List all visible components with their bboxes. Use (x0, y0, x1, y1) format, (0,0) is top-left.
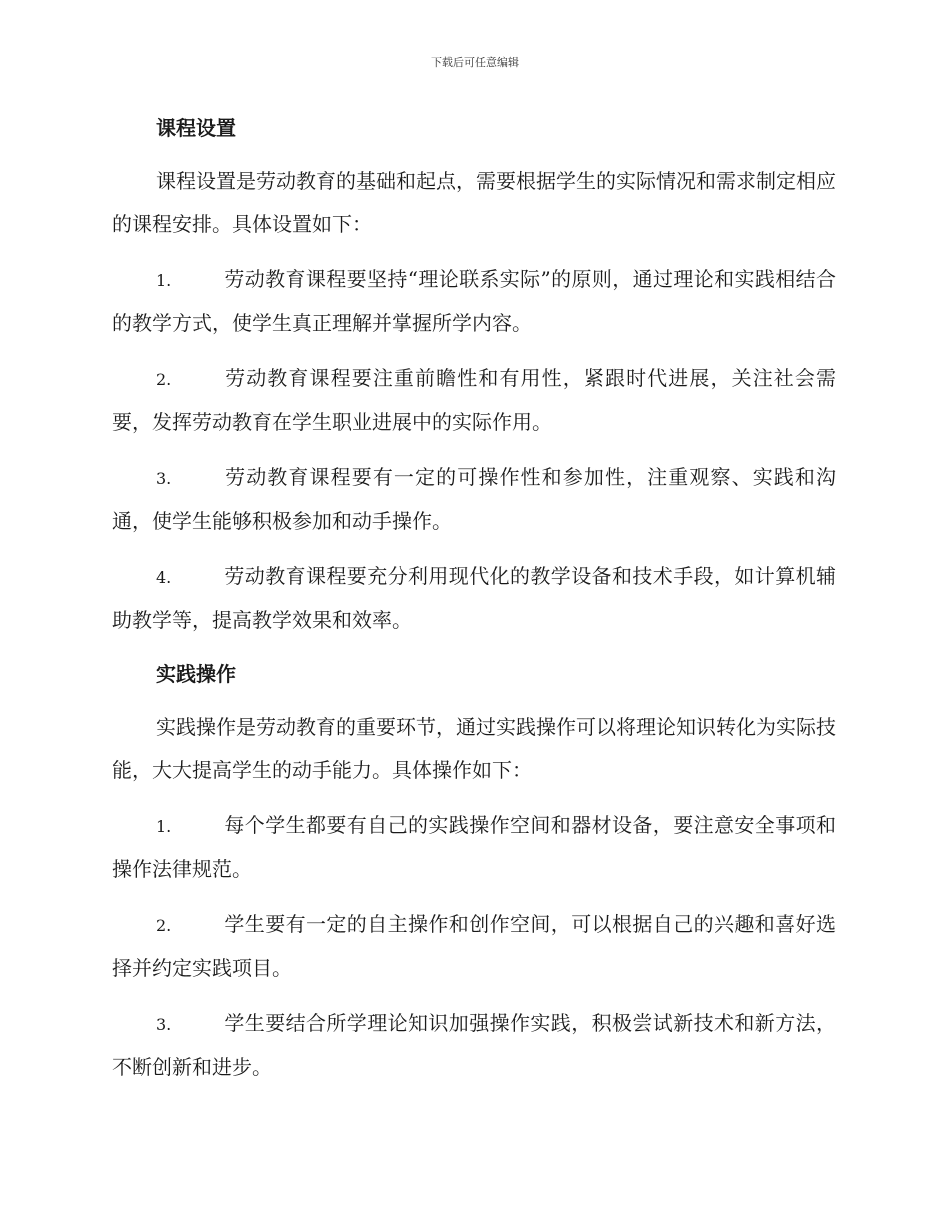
list-item-text: 学生要有一定的自主操作和创作空间，可以根据自己的兴趣和喜好选择并约定实践项目。 (112, 912, 836, 980)
list-item-text: 劳动教育课程要有一定的可操作性和参加性，注重观察、实践和沟通，使学生能够积极参加和动手操作。 (112, 465, 836, 533)
header-note: 下载后可任意编辑 (431, 56, 519, 69)
section-intro: 课程设置是劳动教育的基础和起点，需要根据学生的实际情况和需求制定相应的课程安排。具体设置如下： (112, 169, 836, 236)
list-item-number: 3. (156, 469, 172, 488)
list-item-text: 劳动教育课程要充分利用现代化的教学设备和技术手段，如计算机辅助教学等，提高教学效果和效率。 (112, 564, 836, 632)
section-heading: 实践操作 (156, 662, 236, 686)
list-item-number: 3. (156, 1015, 172, 1034)
section-course-setup (112, 108, 836, 642)
section-heading: 课程设置 (156, 116, 236, 140)
list-item (112, 555, 836, 642)
list-item (112, 456, 836, 543)
list-item-text: 学生要结合所学理论知识加强操作实践，积极尝试新技术和新方法，不断创新和进步。 (112, 1011, 836, 1079)
list-item-number: 1. (156, 817, 172, 836)
section-intro: 实践操作是劳动教育的重要环节，通过实践操作可以将理论知识转化为实际技能，大大提高学生的动手能力。具体操作如下： (112, 715, 836, 782)
list-item-number: 4. (156, 568, 172, 587)
list-item-text: 每个学生都要有自己的实践操作空间和器材设备，要注意安全事项和操作法律规范。 (112, 813, 836, 881)
list-item-text: 劳动教育课程要注重前瞻性和有用性，紧跟时代进展，关注社会需要，发挥劳动教育在学生职业进展中的实际作用。 (112, 366, 836, 434)
list-item (112, 357, 836, 444)
list-item (112, 804, 836, 891)
list-item-number: 2. (156, 370, 172, 389)
section-practice (112, 654, 836, 1089)
list-item (112, 1002, 836, 1089)
list-item-number: 1. (156, 271, 172, 290)
list-item (112, 903, 836, 990)
document-body (112, 108, 836, 1101)
list-item (112, 258, 836, 345)
list-item-text: 劳动教育课程要坚持“理论联系实际”的原则，通过理论和实践相结合的教学方式，使学生真正理解并掌握所学内容。 (112, 267, 836, 335)
list-item-number: 2. (156, 916, 172, 935)
